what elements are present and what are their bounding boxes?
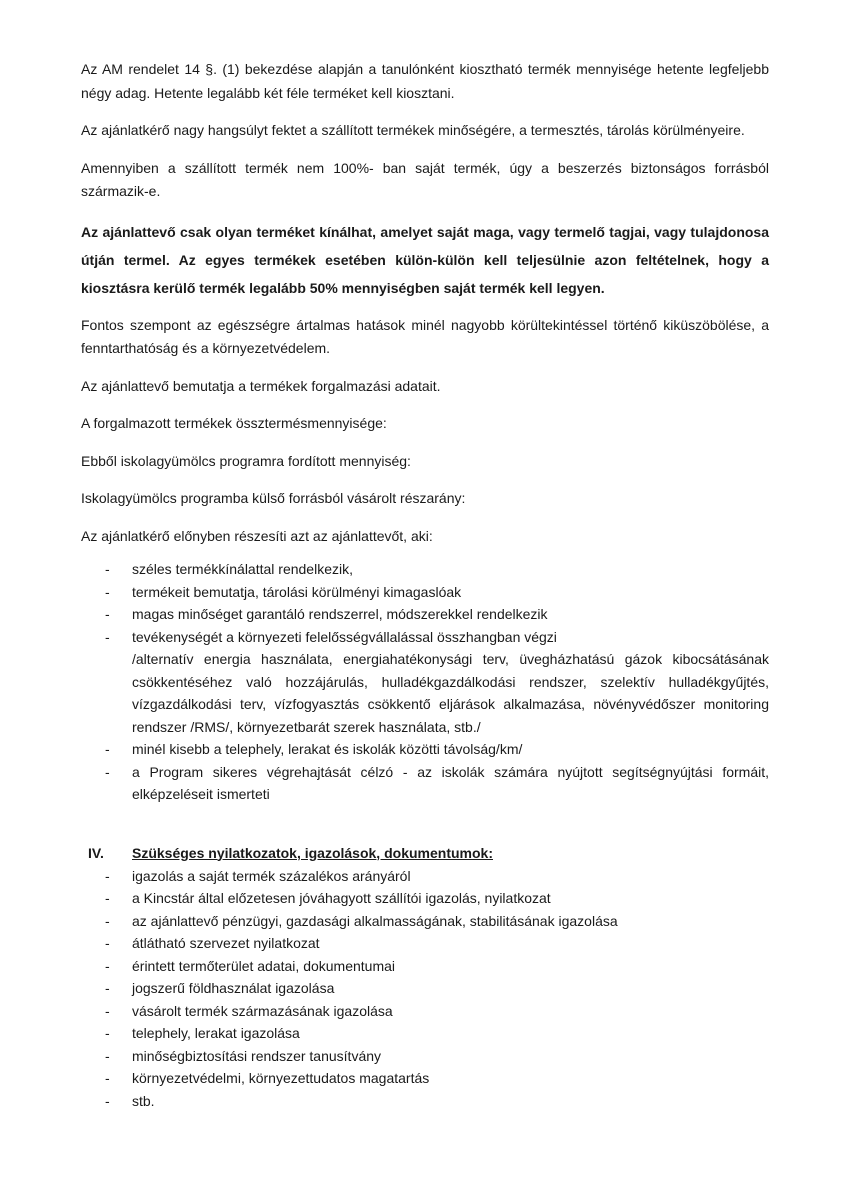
list-item-text: minél kisebb a telephely, lerakat és iskolák közötti távolság/km/: [132, 741, 523, 757]
list-item: [81, 1067, 769, 1090]
paragraph-external-share: Iskolagyümölcs programba külső forrásból vásárolt részarány:: [81, 490, 466, 506]
list-item-text: az ajánlattevő pénzügyi, gazdasági alkalmasságának, stabilitásának igazolása: [132, 912, 618, 929]
list-item-text: termékeit bemutatja, tárolási körülményi kimagaslóak: [132, 583, 462, 600]
list-item: [81, 761, 769, 806]
dash-bullet: -: [105, 912, 110, 929]
documents-list: [81, 865, 769, 1113]
list-item: [81, 1022, 769, 1045]
list-item-text: tevékenységét a környezeti felelősségvállalással összhangban végzi: [132, 628, 557, 645]
list-item-subtext: /alternatív energia használata, energiahatékonysági terv, üvegházhatású gázok kibocsátásának csökkentéséhez való hozzájárulás, hulladékgazdálkodási rendszer, szelektív hulladékgyűjtés, vízgazdálkodási terv, vízfogyasztás csökkentő eljárások alkalmazása, növényvédőszer monitoring rendszer /RMS/, környezetbarát szerek használata, stb./: [132, 651, 769, 735]
list-item: [81, 738, 769, 761]
list-item: [81, 887, 769, 910]
preference-list: [81, 558, 769, 806]
section-number: IV.: [88, 844, 104, 861]
list-item: [81, 603, 769, 626]
paragraph-source-safety: Amennyiben a szállított termék nem 100%- ban saját termék, úgy a beszerzés biztonságos forrásból származik-e.: [81, 159, 769, 199]
list-item: [81, 955, 769, 978]
section-heading: [81, 842, 769, 865]
dash-bullet: -: [105, 1025, 110, 1041]
paragraph-own-product-requirement: Az ajánlattevő csak olyan terméket kínálhat, amelyet saját maga, vagy termelő tagjai, vagy tulajdonosa útján termel. Az egyes termékek esetében külön-külön kell teljesülnie azon feltételnek, hogy a kiosztásra kerülő termék legalább 50% mennyiségben saját termék kell legyen.: [81, 223, 769, 296]
list-item-text: környezetvédelmi, környezettudatos magatartás: [132, 1070, 430, 1086]
dash-bullet: -: [105, 583, 110, 600]
dash-bullet: -: [105, 741, 110, 757]
dash-bullet: -: [105, 561, 110, 577]
dash-bullet: -: [105, 980, 110, 996]
list-item-text: jogszerű földhasználat igazolása: [132, 980, 335, 996]
paragraph-quality-emphasis: Az ajánlatkérő nagy hangsúlyt fektet a szállított termékek minőségére, a termesztés, tárolás körülményeire.: [81, 122, 745, 138]
section-title: Szükséges nyilatkozatok, igazolások, dokumentumok:: [132, 844, 493, 861]
list-item: [81, 581, 769, 604]
list-item-text: átlátható szervezet nyilatkozat: [132, 935, 320, 951]
dash-bullet: -: [105, 1002, 110, 1019]
dash-bullet: -: [105, 867, 110, 884]
list-item-text: stb.: [132, 1092, 155, 1109]
list-item: [81, 910, 769, 933]
paragraph-program-quantity: Ebből iskolagyümölcs programra fordított mennyiség:: [81, 452, 411, 469]
dash-bullet: -: [105, 1047, 110, 1064]
list-item-text: magas minőséget garantáló rendszerrel, módszerekkel rendelkezik: [132, 606, 548, 622]
dash-bullet: -: [105, 606, 110, 622]
dash-bullet: -: [105, 890, 110, 906]
list-item: [81, 977, 769, 1000]
list-item-text: a Program sikeres végrehajtását célzó - az iskolák számára nyújtott segítségnyújtási formáit, elképzeléseit ismerteti: [132, 763, 769, 802]
paragraph-distribution-data: Az ajánlattevő bemutatja a termékek forgalmazási adatait.: [81, 377, 441, 394]
list-item: [81, 865, 769, 888]
paragraph-preference-intro: Az ajánlatkérő előnyben részesíti azt az ajánlattevőt, aki:: [81, 527, 433, 544]
dash-bullet: -: [105, 957, 110, 974]
list-item: [81, 1090, 769, 1113]
dash-bullet: -: [105, 1092, 110, 1109]
list-item-text: telephely, lerakat igazolása: [132, 1025, 300, 1041]
list-item-text: igazolás a saját termék százalékos arányáról: [132, 867, 411, 884]
list-item: [81, 558, 769, 581]
list-item-text: érintett termőterület adatai, dokumentumai: [132, 957, 396, 974]
list-item: [81, 1000, 769, 1023]
paragraph-health-sustainability: Fontos szempont az egészségre ártalmas hatások minél nagyobb körültekintéssel történő kiküszöbölése, a fenntarthatóság és a környezetvédelem.: [81, 316, 769, 356]
paragraph-total-yield: A forgalmazott termékek össztermésmennyisége:: [81, 415, 387, 431]
paragraph-portion-limit: Az AM rendelet 14 §. (1) bekezdése alapján a tanulónként kiosztható termék mennyisége hetente legfeljebb négy adag. Hetente legalább két féle terméket kell kiosztani.: [81, 61, 769, 101]
list-item: [81, 1045, 769, 1068]
dash-bullet: -: [105, 763, 110, 780]
dash-bullet: -: [105, 1070, 110, 1086]
dash-bullet: -: [105, 935, 110, 951]
list-item-text: vásárolt termék származásának igazolása: [132, 1002, 393, 1019]
list-item: [81, 932, 769, 955]
document-page: [81, 58, 769, 1112]
list-item-text: minőségbiztosítási rendszer tanusítvány: [132, 1047, 382, 1064]
list-item-text: széles termékkínálattal rendelkezik,: [132, 561, 353, 577]
list-item-text: a Kincstár által előzetesen jóváhagyott szállítói igazolás, nyilatkozat: [132, 890, 551, 906]
list-item: [81, 626, 769, 739]
dash-bullet: -: [105, 628, 110, 645]
